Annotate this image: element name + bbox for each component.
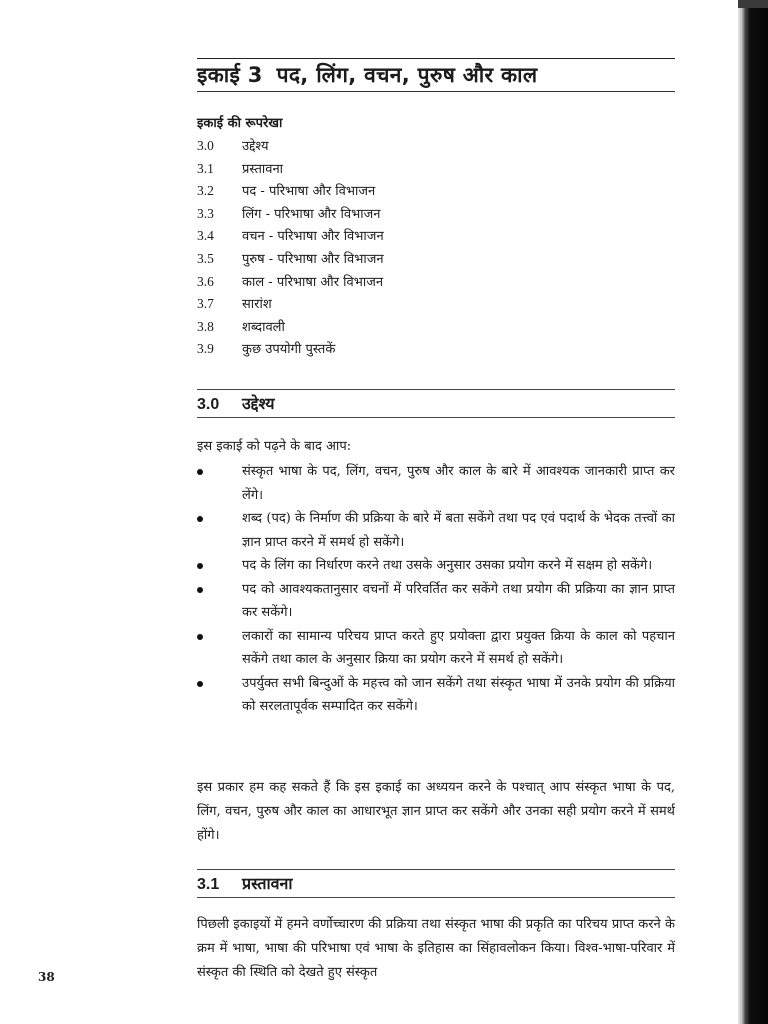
section-title: [197, 390, 675, 417]
outline-item-text: प्रस्तावना: [242, 161, 284, 177]
outline-item-number: 3.5: [197, 250, 214, 266]
bullet-icon: [197, 516, 203, 522]
bullet-icon: [197, 681, 203, 687]
list-item-text: संस्कृत भाषा के पद, लिंग, वचन, पुरुष और काल के बारे में आवश्यक जानकारी प्राप्त कर लेंगे।: [242, 464, 675, 503]
section-title-text: प्रस्तावना: [242, 874, 293, 893]
outline-item-number: 3.7: [197, 296, 214, 312]
list-item-text: लकारों का सामान्य परिचय प्राप्त करते हुए प्रयोक्ता द्वारा प्रयुक्त क्रिया के काल को पहचान सकेंगे तथा काल के अनुसार क्रिया का प्रयोग करने में समर्थ हो सकेंगे।: [242, 628, 675, 667]
scan-edge-shadow: [738, 0, 768, 1024]
section-heading-objectives: [197, 389, 675, 418]
outline-item-number: 3.4: [197, 228, 214, 244]
objectives-intro: इस इकाई को पढ़ने के बाद आप:: [197, 439, 352, 454]
list-item: [197, 672, 675, 719]
bullet-icon: [197, 469, 203, 475]
outline-item: [197, 203, 675, 226]
outline-item-text: पद - परिभाषा और विभाजन: [242, 184, 376, 200]
section-number: 3.0: [197, 396, 220, 413]
outline-item: [197, 180, 675, 203]
outline-item: [197, 225, 675, 248]
outline-item-text: शब्दावली: [242, 319, 285, 335]
list-item: [197, 625, 675, 672]
scan-edge-top: [738, 0, 768, 8]
outline-item-number: 3.0: [197, 138, 214, 153]
outline-item-number: 3.9: [197, 341, 214, 357]
section-title: [197, 870, 675, 897]
outline-item-number: 3.1: [197, 160, 214, 176]
list-item: [197, 578, 675, 625]
unit-number: इकाई 3: [197, 63, 263, 87]
list-item: [197, 460, 675, 507]
outline-item: [197, 135, 675, 158]
outline-heading: इकाई की रूपरेखा: [197, 116, 283, 131]
unit-title-block: [197, 58, 675, 92]
outline-item-text: कुछ उपयोगी पुस्तकें: [242, 342, 336, 358]
bullet-icon: [197, 563, 203, 569]
bullet-icon: [197, 587, 203, 593]
list-item-text: पद को आवश्यकतानुसार वचनों में परिवर्तित कर सकेंगे तथा प्रयोग की प्रक्रिया का ज्ञान प्राप्त कर सकेंगे।: [242, 581, 675, 620]
unit-outline: [197, 113, 675, 361]
divider: [197, 897, 675, 898]
list-item-text: उपर्युक्त सभी बिन्दुओं के महत्त्व को जान सकेंगे तथा संस्कृत भाषा में उनके प्रयोग की प्रक्रिया को सरलतापूर्वक सम्पादित कर सकेंगे।: [242, 675, 675, 714]
outline-item-text: वचन - परिभाषा और विभाजन: [242, 229, 384, 245]
objectives-list: [197, 460, 675, 719]
outline-item: [197, 248, 675, 271]
outline-item-text: उद्देश्य: [242, 139, 269, 154]
list-item: [197, 554, 675, 578]
list-item-text: पद के लिंग का निर्धारण करने तथा उसके अनुसार उसका प्रयोग करने में सक्षम हो सकेंगे।: [242, 558, 653, 573]
section-heading-introduction: [197, 869, 675, 898]
unit-title: [197, 59, 675, 91]
outline-item: [197, 271, 675, 294]
section-number: 3.1: [197, 876, 220, 893]
divider: [197, 91, 675, 92]
outline-item: [197, 338, 675, 361]
outline-item-number: 3.6: [197, 273, 214, 289]
outline-item-text: पुरुष - परिभाषा और विभाजन: [242, 251, 384, 267]
outline-item: [197, 293, 675, 316]
list-item: [197, 507, 675, 554]
section-title-text: उद्देश्य: [242, 394, 275, 413]
outline-item: [197, 316, 675, 339]
outline-item-number: 3.2: [197, 183, 214, 199]
outline-item: [197, 158, 675, 181]
list-item-text: शब्द (पद) के निर्माण की प्रक्रिया के बारे में बता सकेंगे तथा पद एवं पदार्थ के भेदक तत्त्वों का ज्ञान प्राप्त करने में समर्थ हो सकेंगे।: [242, 511, 675, 550]
page-number: 38: [38, 970, 55, 984]
objectives-conclusion: इस प्रकार हम कह सकते हैं कि इस इकाई का अध्ययन करने के पश्चात् आप संस्कृत भाषा के पद, लिंग, वचन, पुरुष और काल का आधारभूत ज्ञान प्राप्त कर सकेंगे और उनका सही प्रयोग करने में समर्थ होंगे।: [197, 780, 675, 843]
outline-item-number: 3.8: [197, 318, 214, 334]
outline-item-text: काल - परिभाषा और विभाजन: [242, 274, 384, 290]
outline-item-number: 3.3: [197, 205, 214, 221]
outline-item-text: लिंग - परिभाषा और विभाजन: [242, 206, 381, 222]
bullet-icon: [197, 634, 203, 640]
outline-item-text: सारांश: [242, 297, 272, 313]
introduction-paragraph: पिछली इकाइयों में हमने वर्णोच्चारण की प्रक्रिया तथा संस्कृत भाषा की प्रकृति का परिचय प्राप्त करने के क्रम में भाषा, भाषा की परिभाषा एवं भाषा के इतिहास का सिंहावलोकन किया। विश्व-भाषा-परिवार में संस्कृत की स्थिति को देखते हुए संस्कृत: [197, 917, 675, 980]
unit-title-text: पद, लिंग, वचन, पुरुष और काल: [276, 63, 538, 87]
divider: [197, 417, 675, 418]
